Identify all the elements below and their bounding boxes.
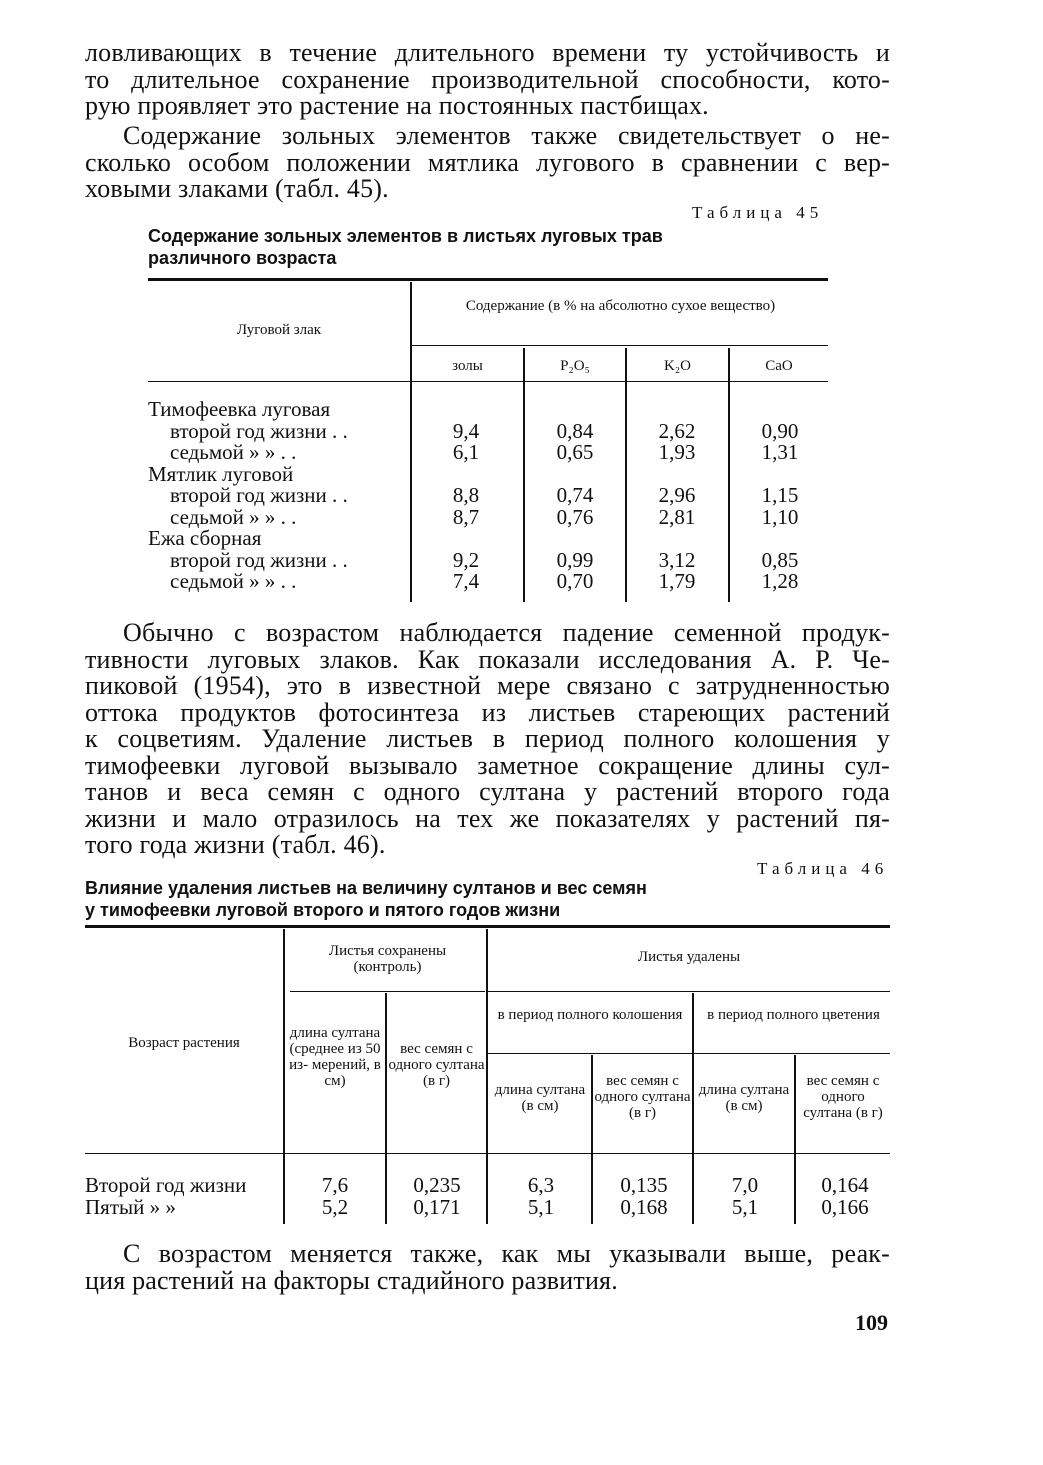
table-cell: 0,90 (761, 418, 799, 443)
paragraph-ash-elements (85, 123, 890, 203)
paragraph-seed-productivity (85, 620, 890, 859)
text-line: ция растений на факторы стадийного развития. (85, 1265, 618, 1295)
header-ash: золы (452, 358, 483, 374)
table-cell: 9,2 (452, 547, 480, 572)
table-cell: 0,84 (556, 418, 594, 443)
text-line: пиковой (1954), это в известной мере связано с затрудненностью (85, 671, 890, 700)
group-rule (290, 991, 485, 992)
column-divider (523, 348, 525, 602)
table-cell: 7,0 (731, 1173, 759, 1197)
table-cell: 2,81 (658, 504, 696, 529)
page-number: 109 (855, 1310, 888, 1335)
header-p2o5: P₂O₅ (560, 358, 590, 374)
table-cell: 2,62 (658, 418, 696, 443)
text-line: ховыми злаками (табл. 45). (85, 174, 389, 203)
table-cell: 0,235 (413, 1173, 461, 1197)
column-divider (410, 282, 412, 602)
header-rule (148, 381, 828, 382)
column-divider (625, 348, 627, 602)
text-line: жизни и мало отразилось на тех же показателях у растений пя- (85, 803, 890, 833)
header-heading-period: в период полного колошения (497, 1007, 683, 1023)
header-plant-age: Возраст растения (128, 1035, 240, 1051)
table-cell: 1,10 (761, 504, 799, 529)
table-cell: 0,99 (556, 547, 594, 572)
table-cell: 1,31 (761, 440, 799, 464)
row-label: второй год жизни . . (170, 483, 348, 507)
column-divider (486, 929, 488, 1224)
table-cell: 0,65 (556, 440, 594, 464)
header-heading-weight: вес семян с одного султана (в г) (594, 1073, 691, 1121)
table-cell: 0,76 (556, 504, 594, 529)
header-content-group: Содержание (в % на абсолютно сухое вещество) (465, 298, 776, 314)
row-label: седьмой » » . . (170, 504, 297, 529)
table-cell: 2,96 (658, 483, 696, 507)
table-46-title (85, 877, 647, 921)
header-kept-length: длина султана (среднее из 50 из- мерений, в см) (289, 1025, 381, 1089)
row-label: второй год жизни . . (170, 418, 348, 443)
header-cao: CaO (765, 358, 793, 374)
header-heading-length: длина султана (в см) (494, 1082, 586, 1114)
row-label: Мятлик луговой (148, 461, 294, 486)
title-line: у тимофеевки луговой второго и пятого годов жизни (85, 900, 561, 920)
table-cell: 0,70 (556, 569, 594, 593)
row-label: седьмой » » . . (170, 440, 297, 464)
text-line: того года жизни (табл. 46). (85, 830, 386, 859)
table-cell: 5,2 (321, 1195, 349, 1219)
table-cell: 9,4 (452, 418, 480, 443)
title-line: различного возраста (148, 248, 337, 268)
table-cell: 8,8 (452, 483, 480, 507)
row-label: Тимофеевка луговая (148, 397, 331, 421)
table-46 (85, 925, 890, 1225)
group-rule (487, 991, 890, 992)
table-46-label: Таблица 46 (757, 859, 889, 878)
text-line: к соцветиям. Удаление листьев в период полного колошения у (85, 724, 890, 753)
table-cell: 1,79 (658, 569, 696, 593)
text-line: Обычно с возрастом наблюдается падение семенной продук- (123, 618, 890, 647)
table-cell: 0,164 (821, 1173, 869, 1197)
paragraph-continuation (85, 40, 890, 120)
text-line: оттока продуктов фотосинтеза из листьев стареющих растений (85, 697, 890, 727)
table-cell: 8,7 (452, 504, 480, 529)
column-divider (728, 348, 730, 602)
table-cell: 5,1 (527, 1195, 555, 1219)
header-rule (85, 1153, 890, 1154)
header-grass: Луговой злак (236, 322, 322, 338)
table-cell: 7,6 (321, 1173, 349, 1197)
table-cell: 0,85 (761, 547, 799, 572)
text-line: ловливающих в течение длительного времени ту устойчивость и (85, 38, 890, 67)
table-cell: 6,1 (452, 440, 480, 464)
table-45 (148, 278, 828, 603)
table-45-label: Таблица 45 (692, 203, 824, 222)
top-rule (85, 925, 890, 928)
table-cell: 0,74 (556, 483, 594, 507)
table-cell: 0,135 (620, 1173, 668, 1197)
paragraph-reaction (85, 1241, 890, 1294)
header-leaves-kept: Листья сохранены (контроль) (328, 943, 447, 975)
header-k2o: K₂O (664, 358, 691, 374)
text-line: танов и веса семян с одного султана у растений второго года (85, 777, 890, 806)
header-kept-weight: вес семян с одного султана (в г) (388, 1041, 485, 1089)
sub-rule (487, 1053, 890, 1054)
row-label: Ежа сборная (148, 526, 262, 550)
column-divider (385, 993, 387, 1224)
title-line: Влияние удаления листьев на величину султанов и вес семян (85, 878, 647, 898)
header-leaves-removed: Листья удалены (637, 949, 741, 965)
table-cell: 1,93 (658, 440, 696, 464)
row-label: седьмой » » . . (170, 569, 297, 593)
text-line: Содержание зольных элементов также свидетельствует о не- (123, 121, 890, 150)
table-cell: 1,15 (761, 483, 799, 507)
table-cell: 0,171 (413, 1195, 461, 1219)
header-flowering-length: длина султана (в см) (698, 1082, 790, 1114)
row-label: Второй год жизни (85, 1173, 247, 1197)
row-label: второй год жизни . . (170, 547, 348, 572)
text-line: рую проявляет это растение на постоянных пастбищах. (85, 91, 709, 120)
row-label: Пятый » » (85, 1195, 176, 1219)
table-cell: 0,166 (821, 1195, 869, 1219)
table-cell: 6,3 (527, 1173, 555, 1197)
header-flowering-period: в период полного цветения (707, 1007, 880, 1023)
text-line: тимофеевки луговой вызывало заметное сокращение длины сул- (85, 750, 890, 780)
title-line: Содержание зольных элементов в листьях луговых трав (148, 226, 663, 246)
header-flowering-weight: вес семян с одного султана (в г) (803, 1073, 883, 1121)
table-cell: 7,4 (452, 569, 480, 593)
text-line: сколько особом положении мятлика лугового в сравнении с вер- (85, 147, 890, 177)
table-45-title (148, 225, 663, 269)
table-cell: 5,1 (731, 1195, 759, 1219)
group-rule (412, 345, 828, 346)
table-cell: 3,12 (658, 547, 696, 572)
text-line: то длительное сохранение производительной способности, кото- (85, 64, 890, 94)
text-line: С возрастом меняется также, как мы указывали выше, реак- (123, 1239, 890, 1268)
table-cell: 0,168 (620, 1195, 668, 1219)
table-cell: 1,28 (761, 569, 799, 593)
top-rule (148, 278, 828, 281)
text-line: тивности луговых злаков. Как показали исследования А. Р. Че- (85, 644, 890, 674)
